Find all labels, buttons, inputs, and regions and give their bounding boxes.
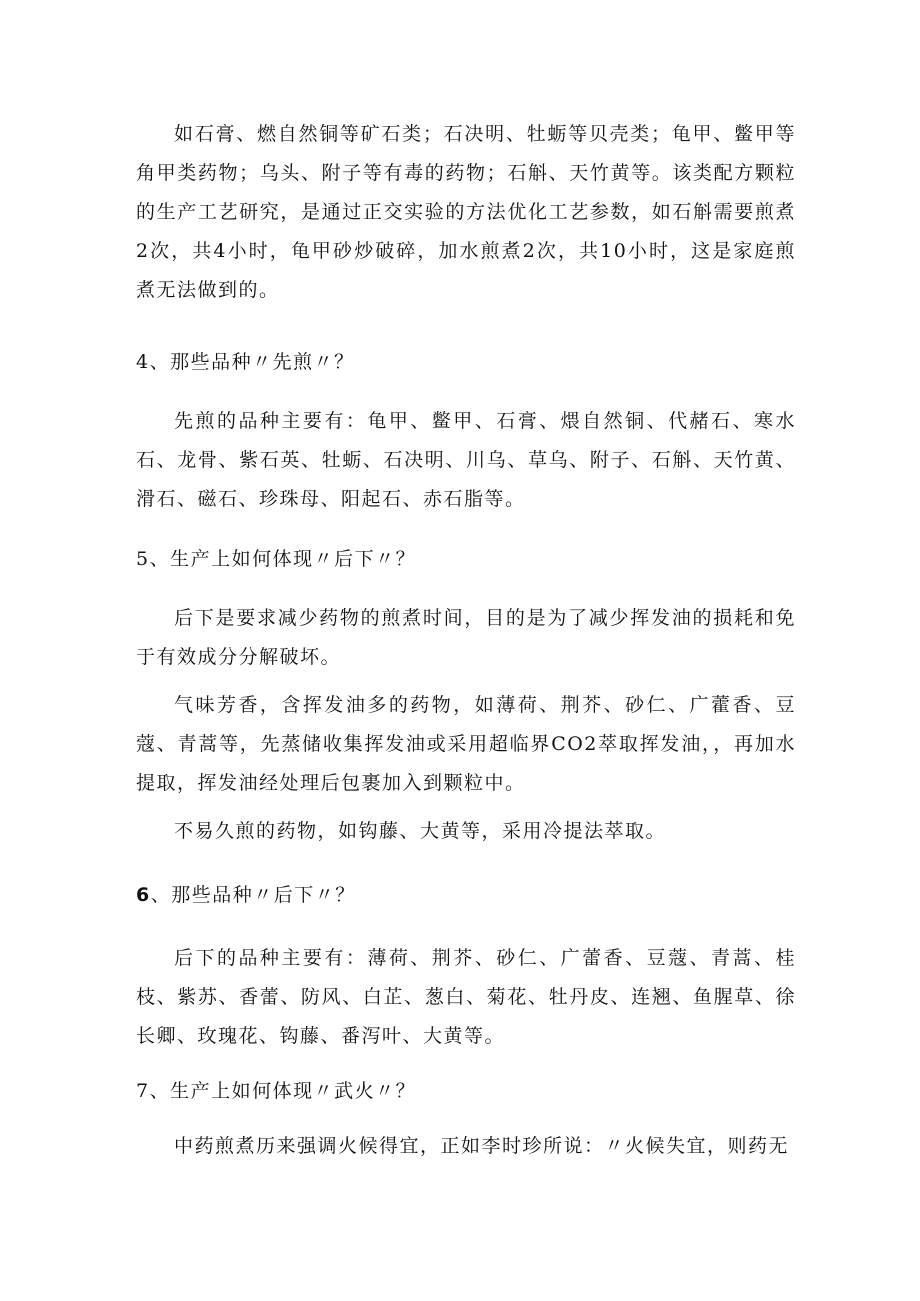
heading-4 [136,347,796,377]
paragraph-fire-control: 中药煎煮历来强调火候得宜，正如李时珍所说：〃火候失宜，则药无 [174,1135,790,1157]
paragraph-cold-extraction: 不易久煎的药物，如钩藤、大黄等，采用冷提法萃取。 [174,820,667,842]
heading-7 [136,1076,796,1106]
heading-text: 、那些品种〃先煎〃？ [149,351,355,373]
heading-text: 、生产上如何体现〃后下〃？ [149,548,417,570]
paragraph-mineral-shell-herbs: 如石膏、燃自然铜等矿石类；石决明、牡蛎等贝壳类；龟甲、鳖甲等角甲类药物；乌头、附子等有毒的药物；石斛、天竹黄等。该类配方颗粒的生产工艺研究，是通过正交实验的方法优化工艺参数，如石斛需要煎煮2次，共4小时，龟甲砂炒破碎，加水煎煮2次，共10小时，这是家庭煎煮无法做到的。 [136,123,796,301]
heading-number: 6 [136,884,151,906]
heading-number: 4 [136,351,150,373]
heading-5 [136,544,796,574]
paragraph-add-later-purpose: 后下是要求减少药物的煎煮时间，目的是为了减少挥发油的损耗和免于有效成分分解破坏。 [136,607,796,668]
heading-number: 5 [136,548,150,570]
heading-text: 、生产上如何体现〃武火〃？ [149,1080,417,1102]
paragraph-aromatic-herbs: 气味芳香，含挥发油多的药物，如薄荷、荆芥、砂仁、广藿香、豆蔻、青蒿等，先蒸储收集挥发油或采用超临界CO2萃取挥发油，，再加水提取，挥发油经处理后包裹加入到颗粒中。 [136,694,796,794]
paragraph-decoct-first-list: 先煎的品种主要有：龟甲、鳖甲、石膏、煨自然铜、代赭石、寒水石、龙骨、紫石英、牡蛎、石决明、川乌、草乌、附子、石斛、天竹黄、滑石、磁石、珍珠母、阳起石、赤石脂等。 [136,410,796,510]
paragraph-add-later-list: 后下的品种主要有：薄荷、荆芥、砂仁、广蕾香、豆蔻、青蒿、桂枝、紫苏、香蕾、防风、白芷、葱白、菊花、牡丹皮、连翘、鱼腥草、徐长卿、玫瑰花、钩藤、番泻叶、大黄等。 [136,947,796,1047]
heading-text: 、那些品种〃后下〃？ [150,884,356,906]
heading-number: 7 [136,1080,150,1102]
heading-6 [136,880,796,910]
